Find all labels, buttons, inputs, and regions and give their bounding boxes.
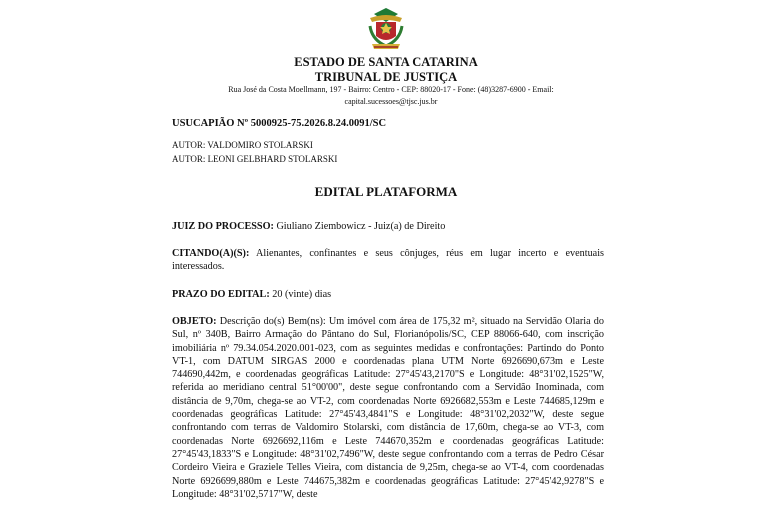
coat-of-arms-icon	[366, 6, 406, 52]
prazo-value: 20 (vinte) dias	[269, 289, 332, 300]
author-2: AUTOR: LEONI GELBHARD STOLARSKI	[172, 154, 338, 164]
court-address: Rua José da Costa Moellmann, 197 - Bairro: Centro - CEP: 88020-17 - Fone: (48)3287-6900 - Email:	[228, 85, 554, 94]
state-title: ESTADO DE SANTA CATARINA	[294, 55, 478, 69]
juiz-label: JUIZ DO PROCESSO:	[172, 221, 274, 232]
court-title: TRIBUNAL DE JUSTIÇA	[314, 70, 458, 84]
prazo-paragraph	[172, 288, 604, 301]
juiz-value: Giuliano Ziembowicz - Juiz(a) de Direito	[273, 221, 446, 232]
juiz-paragraph	[172, 220, 604, 233]
case-number: USUCAPIÃO Nº 5000925-75.2026.8.24.0091/SC	[172, 118, 387, 129]
right-margin	[614, 0, 768, 512]
objeto-label: OBJETO:	[172, 316, 217, 327]
edital-title: EDITAL PLATAFORMA	[314, 184, 458, 199]
author-1: AUTOR: VALDOMIRO STOLARSKI	[172, 140, 313, 150]
prazo-label: PRAZO DO EDITAL:	[172, 289, 270, 300]
court-email: capital.sucessoes@tjsc.jus.br	[344, 97, 438, 106]
objeto-paragraph	[172, 315, 604, 501]
document-page	[166, 0, 606, 512]
citando-paragraph	[172, 247, 604, 274]
citando-value: Alienantes, confinantes e seus cônjuges, réus em lugar incerto e eventuais interessados.	[172, 248, 604, 273]
left-margin	[0, 0, 155, 512]
citando-label: CITANDO(A)(S):	[172, 248, 250, 259]
objeto-value: Descrição do(s) Bem(ns): Um imóvel com área de 175,32 m², situado na Servidão Olaria do Sul, nº 340B, Bairro Armação do Pântano do Sul, Florianópolis/SC, CEP 88066-640, com inscrição imobiliária nº 79.34.054.2020.001-023, com as seguintes medidas e confrontações: Partindo do Ponto VT-1, com DATUM SIRGAS 2000 e coordenadas plana UTM Norte 6926690,673m e Leste 744690,442m, e coordenadas geográficas Latitude: 27°45'43,2170"S e Longitude: 48°31'02,1525"W, referida ao meridiano central 51°00'00", deste segue confrontando com a Servidão Inominada, com distância de 9,70m, chega-se ao VT-2, com coordenadas Norte 6926682,553m e Leste 744685,129m e coordenadas geográficas Latitude: 27°45'43,4841"S e Longitude: 48°31'02,2032"W, deste segue confrontando com terras de Valdomiro Stolarski, com distância de 17,60m, chega-se ao VT-3, com coordenadas Norte 6926692,116m e Leste 744670,352m e coordenadas geográficas Latitude: 27°45'43,1833"S e Longitude: 48°31'02,7496"W, deste segue confrontando com a terras de Pedro César Cordeiro Vieira e Graziele Telles Vieira, com distancia de 9,25m, chega-se ao VT-4, com coordenadas Norte 6926699,880m e Leste 744675,382m e coordenadas geográficas Latitude: 27°45'42,9278"S e Longitude: 48°31'02,5717"W, deste	[172, 316, 604, 500]
